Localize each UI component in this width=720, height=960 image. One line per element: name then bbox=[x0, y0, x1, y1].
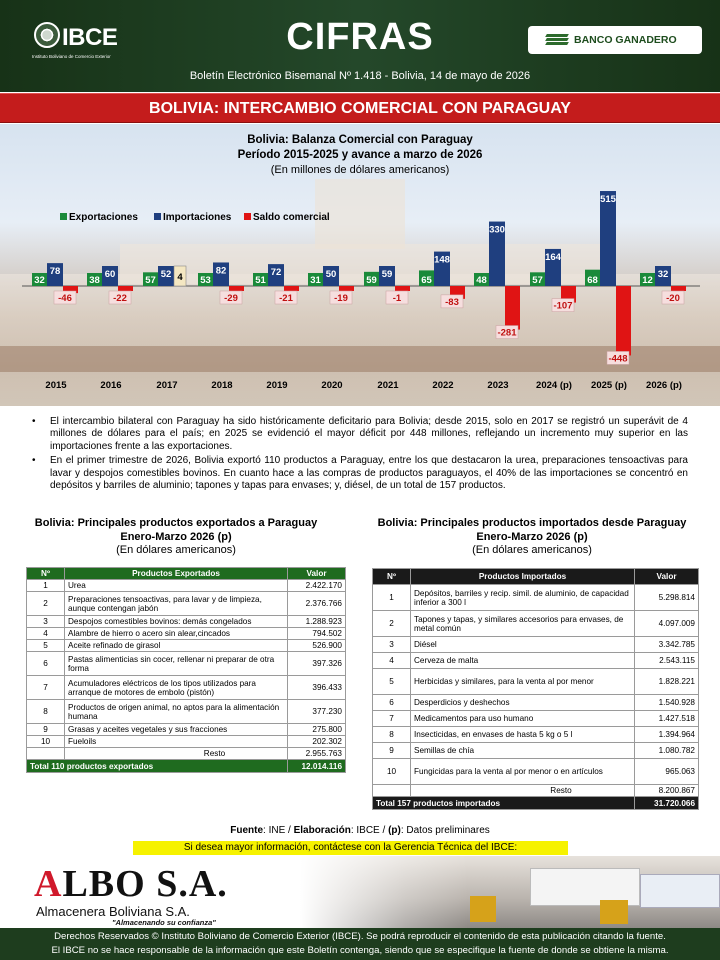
product-value: 2.543.115 bbox=[635, 653, 699, 669]
table-row bbox=[27, 628, 346, 640]
x-tick-label: 2018 bbox=[211, 380, 233, 391]
footer-copyright: Derechos Reservados © Instituto Boliviano de Comercio Exterior (IBCE). Se podrá reproducir el contenido de esta publicación citando la fuente. bbox=[54, 931, 666, 942]
product-value: 2.422.170 bbox=[288, 580, 346, 592]
table-header-cell: Nº bbox=[373, 569, 411, 585]
product-value: 2.376.766 bbox=[288, 592, 346, 616]
data-label-imports: 52 bbox=[160, 269, 172, 280]
imports-table-title bbox=[352, 517, 712, 558]
row-number: 9 bbox=[27, 724, 65, 736]
exports-table bbox=[26, 567, 346, 773]
product-name: Fungicidas para la venta al por menor o en artículos bbox=[411, 759, 635, 785]
contact-text: Si desea mayor información, contáctese con la Gerencia Técnica del IBCE: bbox=[183, 842, 518, 853]
logo-subtitle: Instituto Boliviano de Comercio Exterior bbox=[32, 54, 111, 59]
x-tick-label: 2023 bbox=[487, 380, 509, 391]
row-number: 5 bbox=[373, 669, 411, 695]
legend-label: Importaciones bbox=[163, 212, 232, 223]
x-tick-label: 2015 bbox=[45, 380, 67, 391]
row-number: 2 bbox=[373, 611, 411, 637]
product-value: 1.828.221 bbox=[635, 669, 699, 695]
x-tick-label: 2017 bbox=[156, 380, 178, 391]
trade-balance-chart bbox=[0, 124, 720, 406]
product-name: Acumuladores eléctricos de los tipos utilizados para arranque de motores de embolo (pistón) bbox=[65, 676, 288, 700]
table-row bbox=[27, 592, 346, 616]
bulletin-info: Boletín Electrónico Bisemanal Nº 1.418 - Bolivia, 14 de mayo de 2026 bbox=[189, 70, 531, 82]
total-label: Total 157 productos importados bbox=[373, 797, 635, 810]
product-name: Desperdicios y deshechos bbox=[411, 695, 635, 711]
table-row bbox=[27, 676, 346, 700]
bullet-item: • El intercambio bilateral con Paraguay ha sido históricamente deficitario para Bolivia; desde 2015, solo en 2017 se registró un superávit de 4 millones de dólares para el país; en 2025 se evidenció el mayor déficit por 448 millones, reflejando un incremento muy superior en las importaciones frente a las exportaciones. bbox=[36, 416, 688, 453]
footer-disclaimer: El IBCE no se hace responsable de la información que este Boletín contenga, siendo que se especifique la fuente de donde se obtiene la misma. bbox=[51, 945, 669, 956]
data-label-exports: 65 bbox=[421, 275, 432, 286]
row-number: 9 bbox=[373, 743, 411, 759]
preliminary-label: (p) bbox=[388, 825, 401, 836]
table-row bbox=[27, 616, 346, 628]
total-row bbox=[27, 760, 346, 773]
data-label-imports: 148 bbox=[434, 254, 450, 266]
product-name: Depósitos, barriles y recip. simil. de aluminio, de capacidad inferior a 300 l bbox=[411, 585, 635, 611]
bar-balance bbox=[505, 286, 520, 330]
product-name: Medicamentos para uso humano bbox=[411, 711, 635, 727]
table-header-cell: Productos Importados bbox=[411, 569, 635, 585]
bank-mark-icon bbox=[546, 34, 568, 46]
table-row bbox=[373, 727, 699, 743]
data-label-exports: 51 bbox=[255, 275, 266, 286]
table-row bbox=[27, 580, 346, 592]
preliminary-text: : Datos preliminares bbox=[400, 825, 490, 836]
product-name: Productos de origen animal, no aptos para la alimentación humana bbox=[65, 700, 288, 724]
data-label-exports: 57 bbox=[145, 275, 156, 286]
albo-tagline: "Almacenando su confianza" bbox=[112, 918, 216, 927]
table-row bbox=[373, 585, 699, 611]
data-label-exports: 31 bbox=[310, 275, 321, 286]
bar-balance bbox=[118, 286, 133, 291]
product-value: 396.433 bbox=[288, 676, 346, 700]
product-name: Tapones y tapas, y similares accesorios para envases, de metal común bbox=[411, 611, 635, 637]
table-header-cell: Nº bbox=[27, 568, 65, 580]
product-name: Fueloils bbox=[65, 736, 288, 748]
chart-units: (En millones de dólares americanos) bbox=[270, 164, 450, 176]
total-value: 12.014.116 bbox=[288, 760, 346, 773]
x-tick-label: 2021 bbox=[377, 380, 399, 391]
bank-logo[interactable] bbox=[528, 26, 702, 54]
row-number: 7 bbox=[27, 676, 65, 700]
product-value: 275.800 bbox=[288, 724, 346, 736]
data-label-balance: -83 bbox=[445, 296, 459, 308]
imports-title-period: Enero-Marzo 2026 (p) bbox=[476, 530, 588, 543]
product-value: 377.230 bbox=[288, 700, 346, 724]
product-value: 397.326 bbox=[288, 652, 346, 676]
product-value: 1.080.782 bbox=[635, 743, 699, 759]
product-value: 1.394.964 bbox=[635, 727, 699, 743]
data-label-imports: 78 bbox=[49, 266, 61, 278]
product-name: Alambre de hierro o acero sin alear,cincados bbox=[65, 628, 288, 640]
x-tick-label: 2026 (p) bbox=[646, 380, 682, 391]
data-label-balance: -281 bbox=[497, 327, 517, 339]
row-number: 10 bbox=[373, 759, 411, 785]
data-label-balance: -29 bbox=[224, 293, 238, 304]
data-label-balance: -1 bbox=[392, 293, 402, 304]
product-name: Grasas y aceites vegetales y sus fracciones bbox=[65, 724, 288, 736]
table-row bbox=[27, 652, 346, 676]
footer bbox=[0, 928, 720, 960]
table-row bbox=[373, 669, 699, 695]
imports-table bbox=[372, 568, 699, 810]
imports-title-units: (En dólares americanos) bbox=[472, 544, 592, 556]
row-number: 4 bbox=[373, 653, 411, 669]
albo-advertisement[interactable] bbox=[0, 856, 720, 928]
data-label-balance: -20 bbox=[666, 293, 680, 304]
product-name: Pastas alimenticias sin cocer, rellenar ni preparar de otra forma bbox=[65, 652, 288, 676]
total-label: Total 110 productos exportados bbox=[27, 760, 288, 773]
data-label-imports: 59 bbox=[381, 269, 393, 280]
bar-balance bbox=[339, 286, 354, 291]
product-value: 4.097.009 bbox=[635, 611, 699, 637]
table-header-row bbox=[27, 568, 346, 580]
data-label-exports: 57 bbox=[532, 275, 543, 286]
legend-label: Saldo comercial bbox=[253, 212, 330, 223]
total-value: 31.720.066 bbox=[635, 797, 699, 810]
chart-subtitle: Período 2015-2025 y avance a marzo de 2026 bbox=[237, 149, 483, 161]
product-value: 3.342.785 bbox=[635, 637, 699, 653]
data-label-exports: 59 bbox=[366, 275, 377, 286]
table-row bbox=[373, 637, 699, 653]
data-label-imports: 72 bbox=[270, 267, 282, 279]
row-number: 5 bbox=[27, 640, 65, 652]
source-note bbox=[0, 825, 720, 836]
product-value: 794.502 bbox=[288, 628, 346, 640]
albo-subtitle: Almacenera Boliviana S.A. bbox=[36, 904, 190, 919]
product-name: Despojos comestibles bovinos: demás congelados bbox=[65, 616, 288, 628]
row-number: 6 bbox=[27, 652, 65, 676]
table-header-cell: Valor bbox=[635, 569, 699, 585]
product-name: Aceite refinado de girasol bbox=[65, 640, 288, 652]
table-row bbox=[27, 640, 346, 652]
exports-table-title bbox=[18, 517, 334, 558]
exports-title-period: Enero-Marzo 2026 (p) bbox=[120, 530, 232, 543]
summary-bullets bbox=[36, 416, 688, 494]
data-label-balance: -19 bbox=[334, 293, 348, 304]
table-row bbox=[373, 611, 699, 637]
table-row bbox=[27, 736, 346, 748]
product-name: Urea bbox=[65, 580, 288, 592]
data-label-exports: 68 bbox=[587, 275, 598, 286]
row-number: 8 bbox=[27, 700, 65, 724]
table-row bbox=[373, 695, 699, 711]
product-value: 965.063 bbox=[635, 759, 699, 785]
product-name: Preparaciones tensoactivas, para lavar y de limpieza, aunque contengan jabón bbox=[65, 592, 288, 616]
forklift-shape bbox=[600, 900, 628, 924]
chart-panel bbox=[0, 124, 720, 406]
rest-value: 8.200.867 bbox=[635, 785, 699, 797]
header bbox=[0, 0, 720, 92]
page-title: CIFRAS bbox=[286, 16, 434, 58]
data-label-imports: 330 bbox=[489, 224, 505, 236]
bar-balance bbox=[229, 286, 244, 291]
product-name: Diésel bbox=[411, 637, 635, 653]
bank-name: BANCO GANADERO bbox=[574, 34, 677, 46]
exports-title-units: (En dólares americanos) bbox=[116, 544, 236, 556]
rest-row bbox=[27, 748, 346, 760]
rest-value: 2.955.763 bbox=[288, 748, 346, 760]
albo-brand-rest: LBO S.A. bbox=[62, 863, 228, 905]
product-name: Herbicidas y similares, para la venta al por menor bbox=[411, 669, 635, 695]
data-label-imports: 82 bbox=[215, 265, 227, 277]
data-label-imports: 50 bbox=[325, 269, 337, 280]
section-banner: BOLIVIA: INTERCAMBIO COMERCIAL CON PARAGUAY bbox=[0, 93, 720, 123]
rest-row bbox=[373, 785, 699, 797]
table-header-cell: Productos Exportados bbox=[65, 568, 288, 580]
chart-title: Bolivia: Balanza Comercial con Paraguay bbox=[247, 134, 473, 146]
row-number: 3 bbox=[373, 637, 411, 653]
truck-shape bbox=[640, 874, 720, 908]
rest-label: Resto bbox=[411, 785, 635, 797]
table-row bbox=[373, 711, 699, 727]
rest-label: Resto bbox=[65, 748, 288, 760]
logo-text: IBCE bbox=[62, 24, 118, 51]
bar-balance bbox=[616, 286, 631, 355]
data-label-balance: 4 bbox=[177, 272, 183, 283]
data-label-exports: 38 bbox=[89, 275, 100, 286]
data-label-exports: 53 bbox=[200, 275, 211, 286]
row-number: 6 bbox=[373, 695, 411, 711]
data-label-imports: 32 bbox=[657, 269, 669, 280]
forklift-shape bbox=[470, 896, 496, 922]
x-tick-label: 2024 (p) bbox=[536, 380, 572, 391]
data-label-exports: 32 bbox=[34, 275, 45, 286]
product-name: Cerveza de malta bbox=[411, 653, 635, 669]
product-name: Insecticidas, en envases de hasta 5 kg o 5 l bbox=[411, 727, 635, 743]
data-label-exports: 12 bbox=[642, 275, 653, 286]
data-label-exports: 48 bbox=[476, 275, 487, 286]
data-label-imports: 164 bbox=[545, 251, 561, 263]
data-label-imports: 515 bbox=[600, 194, 616, 206]
x-tick-label: 2022 bbox=[432, 380, 454, 391]
data-label-imports: 60 bbox=[104, 269, 116, 280]
data-label-balance: -448 bbox=[608, 353, 628, 365]
product-value: 1.288.923 bbox=[288, 616, 346, 628]
row-number: 8 bbox=[373, 727, 411, 743]
data-label-balance: -107 bbox=[553, 300, 573, 312]
product-value: 526.900 bbox=[288, 640, 346, 652]
exports-title-line: Bolivia: Principales productos exportados a Paraguay bbox=[34, 517, 318, 529]
product-value: 1.540.928 bbox=[635, 695, 699, 711]
bar-balance bbox=[284, 286, 299, 291]
table-header-cell: Valor bbox=[288, 568, 346, 580]
row-number: 2 bbox=[27, 592, 65, 616]
x-tick-label: 2019 bbox=[266, 380, 288, 391]
row-number: 1 bbox=[373, 585, 411, 611]
bullet-item: • En el primer trimestre de 2026, Bolivia exportó 110 productos a Paraguay, entre los que destacaron la urea, preparaciones tensoactivas para lavar y despojos comestibles bovinos. En cuanto hace a las compras de productos paraguayos, el 40% de las importaciones se concentró en depósitos y barriles de aluminio; tapones y tapas para envases; y, diésel, de un total de 157 productos. bbox=[36, 455, 688, 492]
product-value: 1.427.518 bbox=[635, 711, 699, 727]
albo-brand-initial: A bbox=[34, 863, 63, 905]
row-number: 3 bbox=[27, 616, 65, 628]
legend-label: Exportaciones bbox=[69, 212, 138, 223]
x-tick-label: 2025 (p) bbox=[591, 380, 627, 391]
albo-brand bbox=[34, 862, 228, 906]
x-tick-label: 2016 bbox=[100, 380, 122, 391]
bar-balance bbox=[395, 286, 410, 291]
imports-title-line: Bolivia: Principales productos importados desde Paraguay bbox=[377, 517, 687, 529]
data-label-balance: -46 bbox=[58, 293, 72, 304]
row-number: 1 bbox=[27, 580, 65, 592]
table-header-row bbox=[373, 569, 699, 585]
bar-imports bbox=[600, 191, 616, 286]
contact-bar bbox=[133, 841, 568, 855]
data-label-balance: -21 bbox=[279, 293, 293, 304]
elaboration-label: Elaboración bbox=[293, 825, 351, 836]
bar-balance bbox=[671, 286, 686, 291]
row-number: 7 bbox=[373, 711, 411, 727]
product-value: 5.298.814 bbox=[635, 585, 699, 611]
table-row bbox=[27, 724, 346, 736]
table-row bbox=[373, 759, 699, 785]
table-row bbox=[27, 700, 346, 724]
row-number: 4 bbox=[27, 628, 65, 640]
table-row bbox=[373, 653, 699, 669]
source-label: Fuente bbox=[230, 825, 264, 836]
row-number: 10 bbox=[27, 736, 65, 748]
product-name: Semillas de chía bbox=[411, 743, 635, 759]
source-text: : INE / bbox=[263, 825, 294, 836]
elaboration-text: : IBCE / bbox=[350, 825, 389, 836]
table-row bbox=[373, 743, 699, 759]
total-row bbox=[373, 797, 699, 810]
x-tick-label: 2020 bbox=[321, 380, 343, 391]
data-label-balance: -22 bbox=[113, 293, 127, 304]
product-value: 202.302 bbox=[288, 736, 346, 748]
